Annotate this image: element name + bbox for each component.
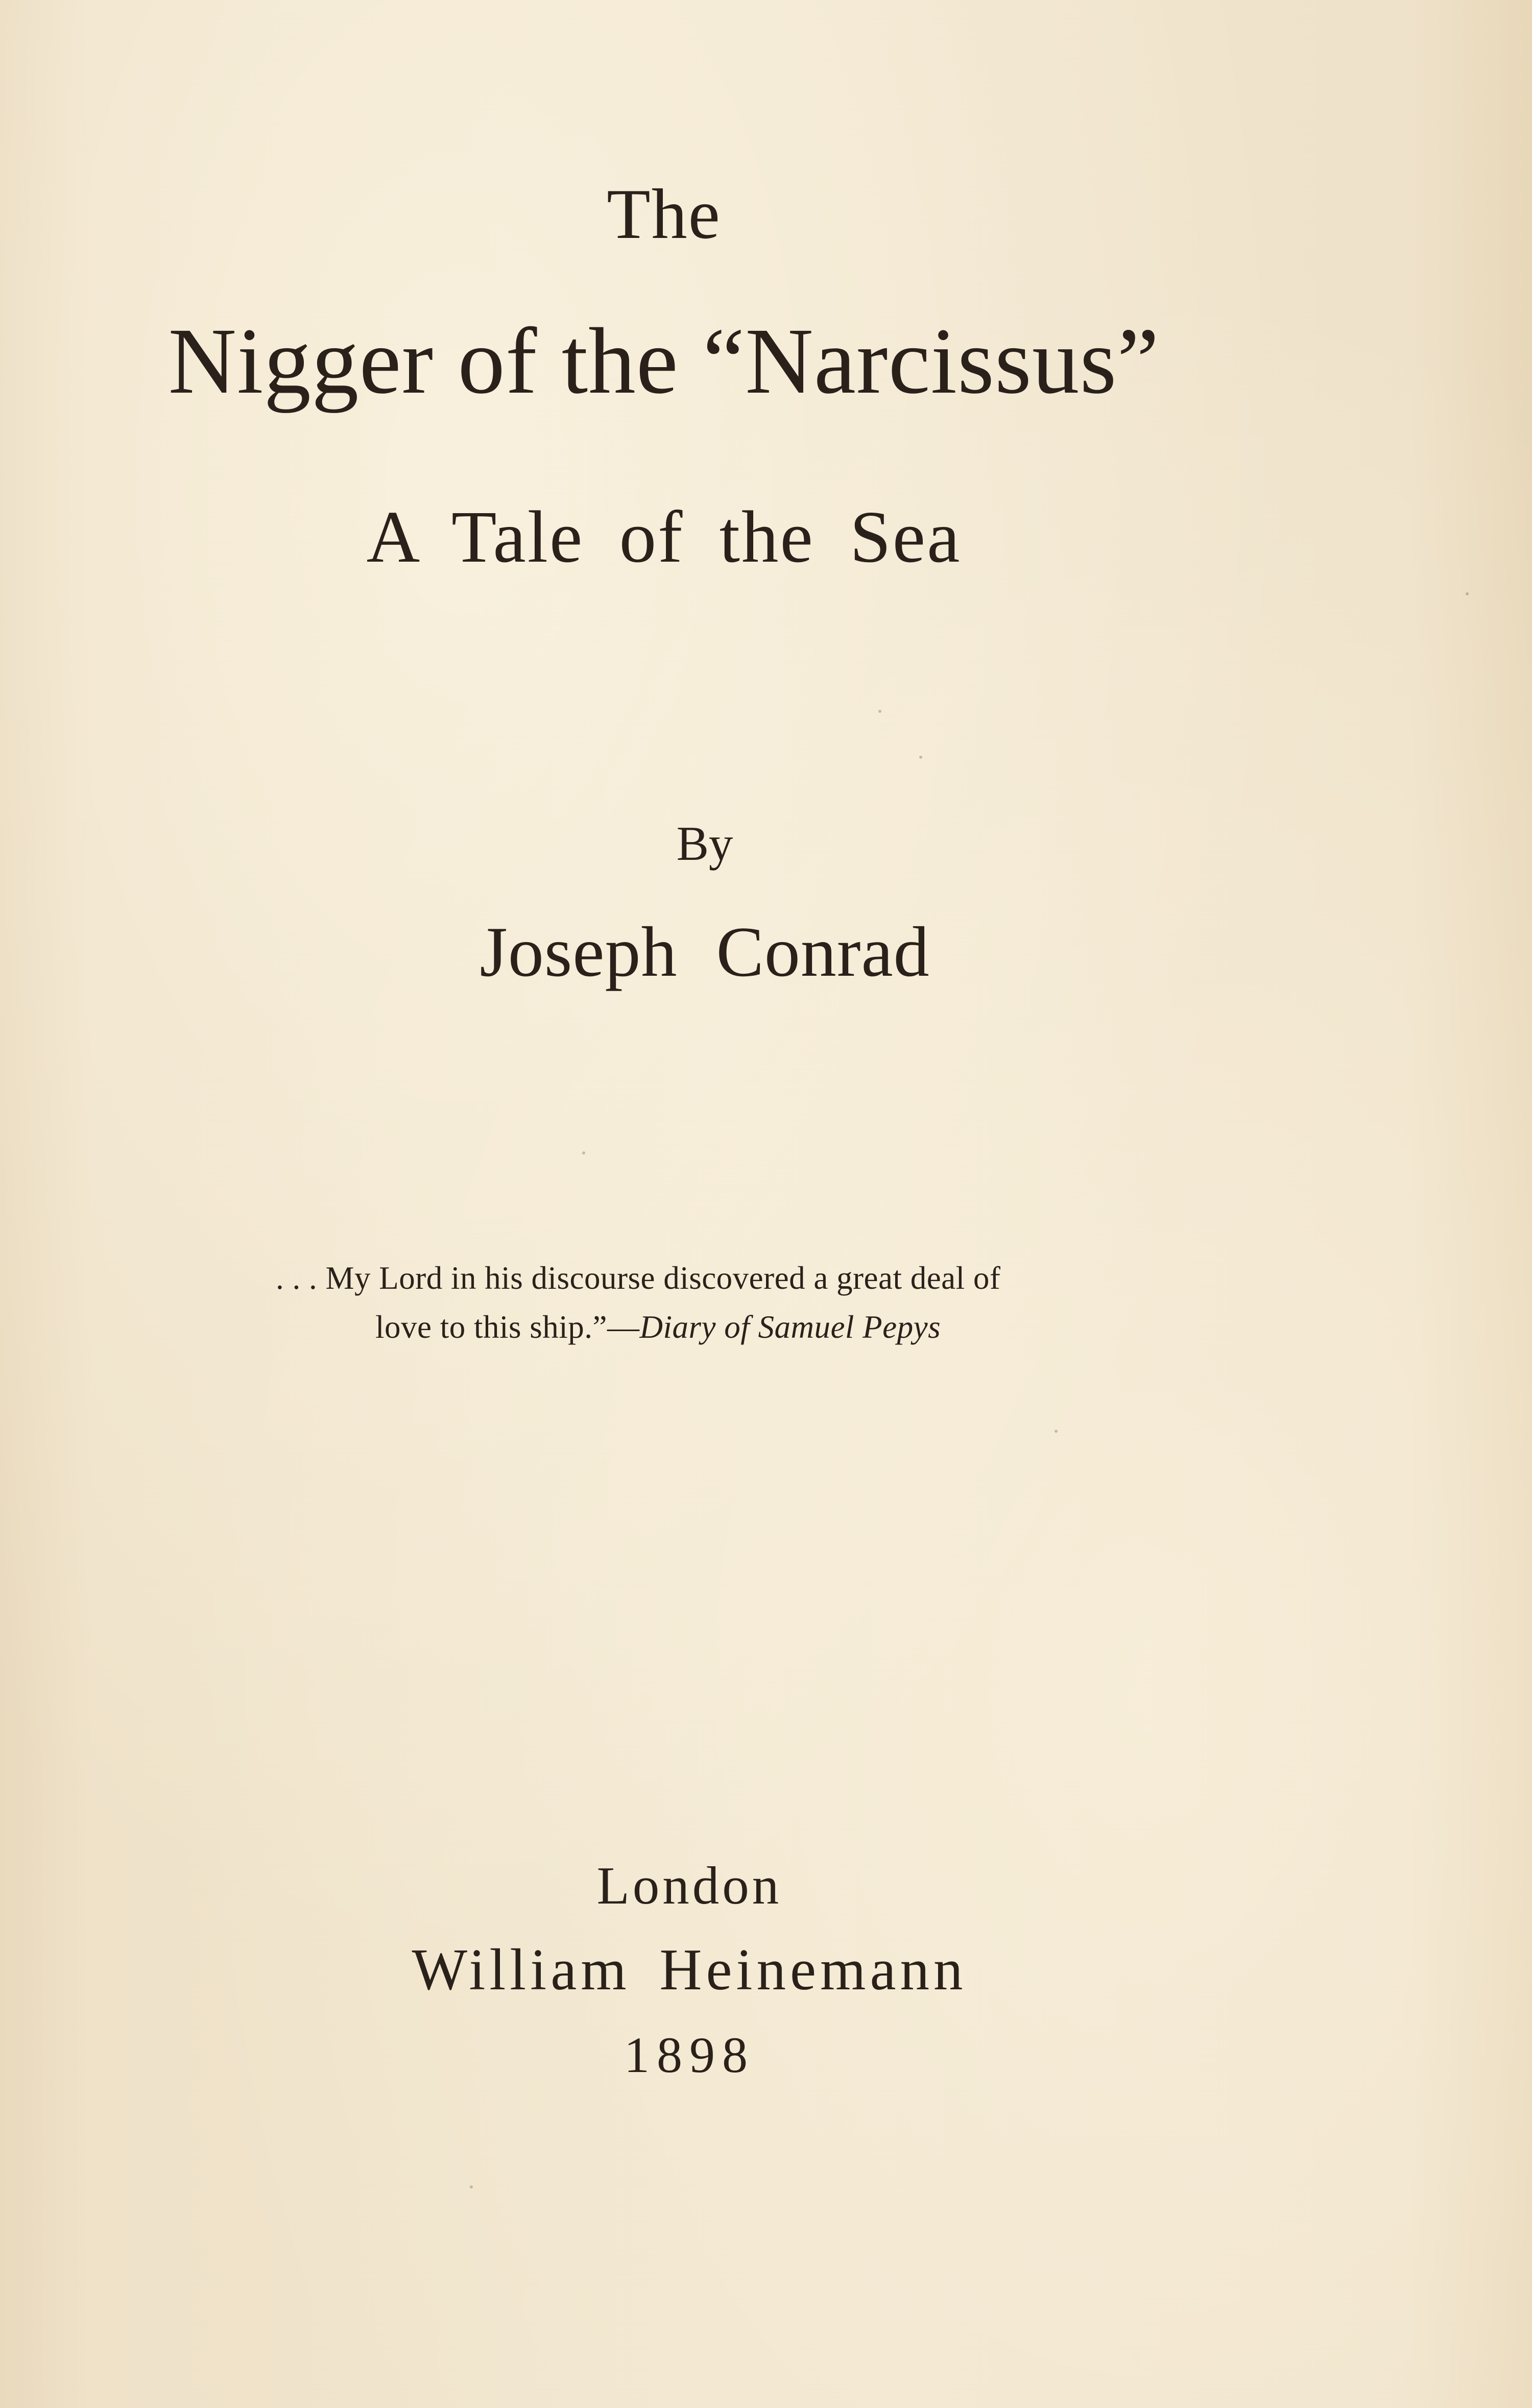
- paper-speck: [470, 2185, 473, 2188]
- book-subtitle: A Tale of the Sea: [366, 496, 962, 578]
- paper-speck: [878, 710, 881, 713]
- byline-label: By: [676, 816, 733, 871]
- epigraph-source: Diary of Samuel Pepys: [639, 1309, 941, 1345]
- imprint-publisher: William Heinemann: [412, 1937, 967, 2002]
- epigraph-quote-end: love to this ship.”—: [375, 1309, 640, 1345]
- epigraph: [276, 1254, 1169, 1352]
- paper-speck: [582, 1151, 585, 1154]
- title-article: The: [607, 175, 721, 254]
- book-title: Nigger of the “Narcissus”: [168, 309, 1160, 414]
- epigraph-line-2: [276, 1303, 1169, 1352]
- imprint-place: London: [596, 1856, 782, 1915]
- epigraph-line-1: . . . My Lord in his discourse discovered a great deal of: [276, 1260, 1001, 1296]
- paper-speck: [1466, 592, 1469, 595]
- paper-speck: [919, 756, 922, 759]
- paper-speck: [1055, 1430, 1058, 1433]
- imprint-year: 1898: [624, 2027, 755, 2083]
- author-name: Joseph Conrad: [480, 912, 930, 992]
